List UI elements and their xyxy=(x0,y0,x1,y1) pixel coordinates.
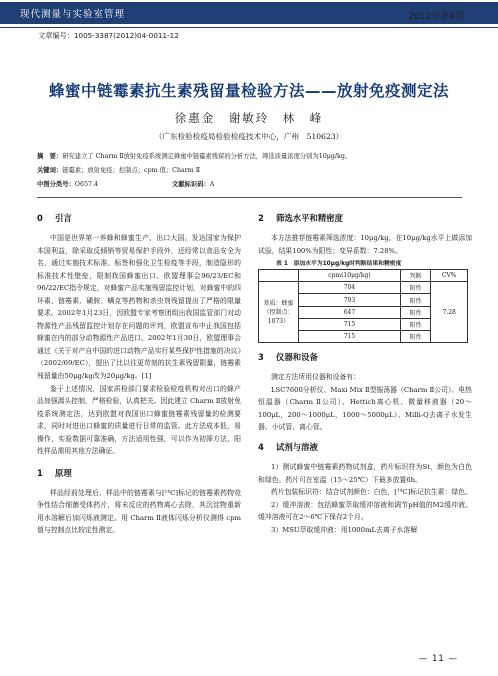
table-row: 793 阳性 xyxy=(259,294,468,306)
doc-code-label: 文献标识码： xyxy=(172,181,210,188)
results-table xyxy=(258,269,468,343)
keywords xyxy=(37,166,467,176)
table-header: CV% xyxy=(431,270,468,282)
table-header: 判断 xyxy=(400,270,431,282)
paragraph: 2）缓冲溶液：包括蜂蜜萃取缓冲溶液和调节pH值的M2缓冲液。缓冲溶液可在2～6℃下保存2个月。 xyxy=(258,500,472,522)
paragraph: 药片包装标识符：结合试剂颜色：白色，[¹⁴C]标记抗生素：绿色。 xyxy=(271,488,472,497)
clc-label: 中图分类号： xyxy=(37,181,75,188)
cv-cell: 7.28 xyxy=(431,282,468,343)
paragraph: 中国是世界第一养蜂和蜂蜜生产、出口大国。发达国家为保护本国利益，除采取反倾销等贸易保护手段外，还经常以食品安全为名，通过实施技术标准、标签和强化卫生检疫等手段，制造隐形的标准技术性壁垒，限制我国蜂蜜出口。欧盟理事会96/23/EC和96/22/EC指令规定，对蜂蜜产品实施残留监控计划，对蜂蜜中的四环素、链霉素、磺胺、螨克等药物和杀虫剂残留提出了严格的限量要求。2002年1月23日，因欧盟专家考察团组出我国监管部门对动物源性产品残留监控计划存在问题的评判，欧盟宣布中止我国包括蜂蜜在内的部分动物源性产品进口。2002年1月30日，欧盟理事会通过《关于对产自中国的进口动物产品实行某些保护性措施的决议》（2002/69/EC），提出了比以往更苛刻的抗生素残留限量，链霉素残留量由50μg/kg改为20μg/kg。[1] xyxy=(37,234,241,381)
paragraph: 本方法推荐链霉素筛选浓度：10μg/kg。在10μg/kg水平上做添加试验，结果100%为阳性；变异系数：7.28%。 xyxy=(258,234,472,255)
keywords-text: 链霉素；放射免疫；控制点；cpm 值；Charm Ⅱ xyxy=(62,167,201,174)
authors: 徐惠金 谢敏玲 林 峰 xyxy=(174,111,324,125)
section-heading: 1 原理 xyxy=(37,467,72,478)
paragraph: LSC7600分析仪、Maxi Mix Ⅱ型振荡器（Charm Ⅱ公司）、电热恒温器（Charm Ⅱ公司）、Hettich离心机、微量移液器（20～100μL，200～1000μL，1000～5000μL）、Milli-Q去离子水发生器、小试管、离心管。 xyxy=(258,385,472,432)
left-column xyxy=(37,210,241,537)
clc-value: O657.4 xyxy=(74,181,98,188)
section-heading: 3 仪器和设备 xyxy=(258,352,318,363)
page-number: — 11 — xyxy=(418,654,458,664)
header-rule xyxy=(0,27,498,28)
section-heading: 4 试剂与溶液 xyxy=(258,441,318,452)
journal-name: 现代测量与实验室管理 xyxy=(20,9,126,20)
issue-label: 2012年第4期 xyxy=(408,12,464,22)
paragraph: 3）MSU萃取缓冲液：用1000mL去离子水溶解 xyxy=(271,525,418,534)
doc-code-value: A xyxy=(209,181,215,188)
section-heading: 0 引言 xyxy=(37,213,72,223)
paragraph: 1）测试蜂蜜中链霉素药物试剂盒，药片标识符为St，颜色为白色和绿色。药片可在室温（15～25℃）下最多放置6h。 xyxy=(258,462,472,484)
paragraph: 样品经前处理后，样品中的链霉素与[¹⁴C]标记的链霉素药物竞争性结合细菌受体药片，将未反应的药物离心去除，其沉淀物重新用水溶解后加闪烁液测定。用 Charm Ⅱ液体闪烁分析仪测得 cpm 值与控制点比较定性测定。 xyxy=(37,488,241,535)
paragraph: 测定方法所用仪器和设备有： xyxy=(271,373,360,382)
classification xyxy=(37,180,467,190)
affiliation: （广东检验检疫局检验检疫技术中心，广州 510623） xyxy=(154,132,344,141)
paper-title: 蜂蜜中链霉素抗生素残留量检验方法——放射免疫测定法 xyxy=(48,82,449,100)
table-row: 715 阳性 xyxy=(259,331,468,343)
abstract-label: 摘 要： xyxy=(37,153,63,160)
article-number: 文章编号：1005-3387(2012)04-0011-12 xyxy=(38,31,179,40)
right-column xyxy=(258,210,472,536)
table-header: cpm(10μg/kg) xyxy=(299,270,401,282)
table-row: 基质：蜂蜜 （控制点： 1073） 704 阳性 7.28 xyxy=(259,282,468,294)
abstract-text: 研究建立了 Charm Ⅱ放射免疫系统测定蜂蜜中链霉素残留的分析方法，筛选质量浓度分别为10μg/kg。 xyxy=(62,153,352,160)
matrix-cell: 基质：蜂蜜 （控制点： 1073） xyxy=(259,282,299,343)
paragraph: 鉴于上述情况，国家质检部门要求检验检疫机构对出口的蜂产品加强源头控制，严格检验，认真把关。因此建立 Charm Ⅱ放射免疫系统测定法，达到欧盟对我国出口蜂蜜链霉素残留量的检测要求，同时对进出口蜂蜜的质量进行日常的监管。此方法成本低，易操作，实验数据可靠准确，方法适用性强，可以作为初筛方法，阳性样品需用其他方法确证。 xyxy=(37,384,241,456)
keywords-label: 关键词： xyxy=(37,167,63,174)
abstract xyxy=(37,152,467,162)
abstract-rule xyxy=(37,197,462,198)
table-row: 647 阳性 xyxy=(259,306,468,318)
section-heading: 2 筛选水平和精密度 xyxy=(258,213,343,223)
table-caption: 表 1 添加水平为10μg/kg时判断结果和精密度 xyxy=(276,261,402,268)
table-row: 715 阳性 xyxy=(259,318,468,330)
